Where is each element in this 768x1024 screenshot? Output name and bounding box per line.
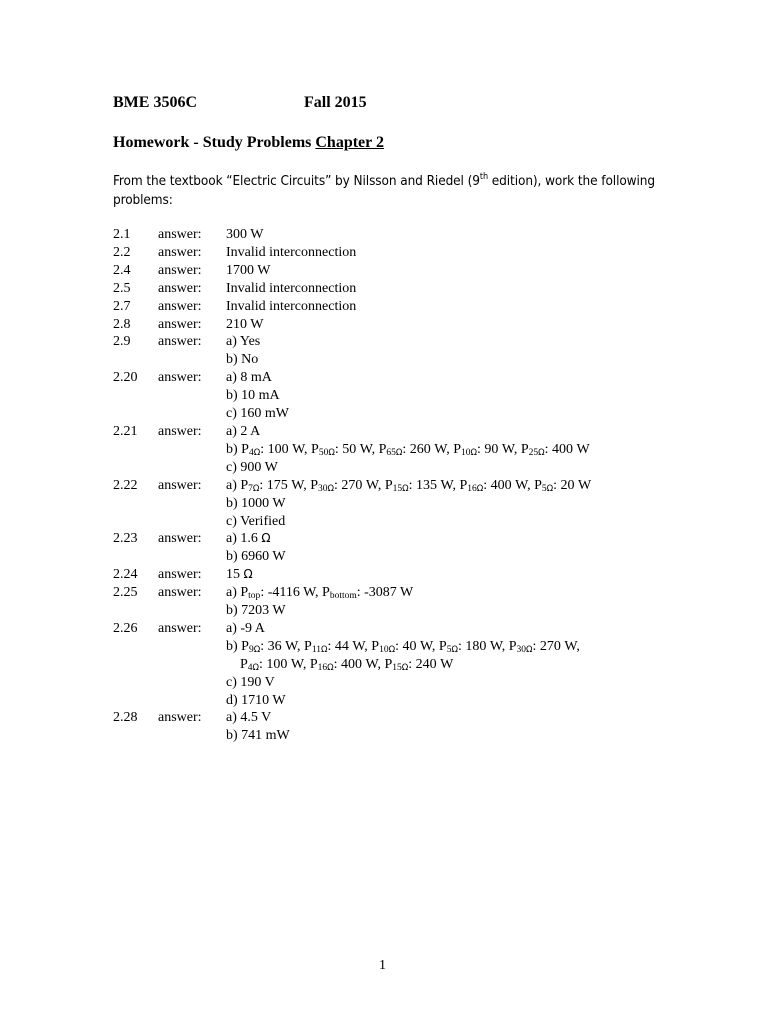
- answer-label: answer:: [158, 620, 202, 636]
- answer-lines: [226, 280, 673, 298]
- answer-lines: [226, 709, 673, 745]
- answer-line: Invalid interconnection: [226, 280, 357, 296]
- answer-line: b) No: [226, 352, 259, 368]
- problem-number: 2.2: [113, 244, 131, 260]
- answer-line: b) 7203 W: [226, 603, 286, 619]
- answer-line: 210 W: [226, 316, 264, 332]
- answer-label: answer:: [158, 710, 202, 726]
- answer-line: Invalid interconnection: [226, 244, 357, 260]
- answer-line: b) $P_{9\Omega}$: 36 W, $P_{11\Omega}$: 44 W, $P_{10\Omega}$: 40 W, $P_{5\Omega}$: 180 W, $P_{30\Omega}$: 270 W,: [226, 638, 580, 655]
- answer-line: a) 8 mA: [226, 370, 272, 386]
- answer-line: c) 190 V: [226, 674, 275, 690]
- answer-label: answer:: [158, 334, 202, 350]
- problem-row: [113, 477, 673, 531]
- answer-label: answer:: [158, 477, 202, 493]
- intro-text-end: edition), work the following problems:: [113, 173, 655, 208]
- problem-number: 2.25: [113, 585, 138, 601]
- answer-line: b) $P_{4\Omega}$: 100 W, $P_{50\Omega}$: 50 W, $P_{65\Omega}$: 260 W, $P_{10\Omega}$: 90 W, $P_{25\Omega}$: 400 W: [226, 441, 590, 458]
- answer-line: 1700 W: [226, 262, 271, 278]
- answer-lines: [226, 226, 673, 244]
- answer-line: $P_{4\Omega}$: 100 W, $P_{16\Omega}$: 400 W, $P_{15\Omega}$: 240 W: [240, 656, 454, 673]
- answer-label: answer:: [158, 423, 202, 439]
- problem-number: 2.4: [113, 262, 131, 278]
- answer-label: answer:: [158, 585, 202, 601]
- intro-text-start: From the textbook “Electric Circuits” by Nilsson and Riedel (9: [113, 173, 480, 189]
- problem-row: [113, 423, 673, 477]
- problem-row: [113, 280, 673, 298]
- answer-line: a) Yes: [226, 334, 261, 350]
- title-prefix: Homework - Study Problems: [113, 134, 316, 151]
- answer-label: answer:: [158, 262, 202, 278]
- answer-line: Invalid interconnection: [226, 298, 357, 314]
- problem-number: 2.21: [113, 423, 138, 439]
- answer-line: b) 6960 W: [226, 549, 286, 565]
- problem-row: [113, 262, 673, 280]
- answer-line: a) $P_{top}$: -4116 W, $P_{bottom}$: -3087 W: [226, 585, 414, 602]
- intro-superscript: th: [479, 172, 488, 182]
- answer-lines: [226, 244, 673, 262]
- answer-line: c) Verified: [226, 513, 286, 529]
- answer-label: answer:: [158, 244, 202, 260]
- problem-row: [113, 316, 673, 334]
- page-title: [113, 134, 384, 152]
- problem-row: [113, 226, 673, 244]
- problem-number: 2.1: [113, 227, 131, 242]
- intro-paragraph: [113, 172, 655, 210]
- answer-line: c) 160 mW: [226, 406, 289, 422]
- answer-label: answer:: [158, 531, 202, 547]
- answer-line: a) 2 A: [226, 423, 261, 439]
- answer-lines: [226, 584, 673, 620]
- answer-line: b) 10 mA: [226, 388, 280, 404]
- problem-list: [113, 226, 673, 745]
- problem-number: 2.28: [113, 710, 138, 726]
- answer-label: answer:: [158, 316, 202, 332]
- answer-line: a) 1.6 Ω: [226, 531, 271, 547]
- answer-line: a) 4.5 V: [226, 710, 272, 726]
- answer-lines: [226, 298, 673, 316]
- chapter-link[interactable]: Chapter 2: [315, 134, 384, 151]
- problem-number: 2.24: [113, 567, 138, 583]
- problem-number: 2.9: [113, 334, 131, 350]
- answer-label: answer:: [158, 370, 202, 386]
- problem-row: [113, 244, 673, 262]
- problem-row: [113, 333, 673, 369]
- answer-line: a) -9 A: [226, 620, 265, 636]
- answer-lines: [226, 423, 673, 477]
- answer-line: b) 741 mW: [226, 728, 290, 744]
- problem-row: [113, 369, 673, 423]
- answer-lines: [226, 566, 673, 584]
- answer-line: a) $P_{7\Omega}$: 175 W, $P_{30\Omega}$: 270 W, $P_{15\Omega}$: 135 W, $P_{16\Omega}$: 400 W, $P_{5\Omega}$: 20 W: [226, 477, 592, 494]
- problem-row: [113, 530, 673, 566]
- answer-lines: [226, 316, 673, 334]
- problem-number: 2.23: [113, 531, 138, 547]
- answer-lines: [226, 530, 673, 566]
- term: Fall 2015: [304, 94, 367, 111]
- answer-label: answer:: [158, 227, 202, 242]
- answer-lines: [226, 477, 673, 531]
- answer-line: d) 1710 W: [226, 692, 286, 708]
- problem-number: 2.5: [113, 280, 131, 296]
- answer-line: c) 900 W: [226, 459, 278, 475]
- answer-line: 300 W: [226, 227, 264, 242]
- problem-number: 2.22: [113, 477, 138, 493]
- answer-lines: [226, 262, 673, 280]
- problem-number: 2.7: [113, 298, 131, 314]
- answer-label: answer:: [158, 298, 202, 314]
- answer-label: answer:: [158, 280, 202, 296]
- answer-label: answer:: [158, 567, 202, 583]
- page-number: 1: [379, 958, 386, 973]
- answer-lines: [226, 333, 673, 369]
- answer-line: b) 1000 W: [226, 495, 286, 511]
- answer-lines: [226, 620, 673, 710]
- problem-row: [113, 620, 673, 710]
- problem-row: [113, 298, 673, 316]
- course-code: BME 3506C: [113, 94, 197, 111]
- answer-line: 15 Ω: [226, 567, 253, 583]
- problem-row: [113, 566, 673, 584]
- problem-number: 2.26: [113, 620, 138, 636]
- problem-row: [113, 709, 673, 745]
- problem-number: 2.20: [113, 370, 138, 386]
- problem-row: [113, 584, 673, 620]
- problem-number: 2.8: [113, 316, 131, 332]
- answer-lines: [226, 369, 673, 423]
